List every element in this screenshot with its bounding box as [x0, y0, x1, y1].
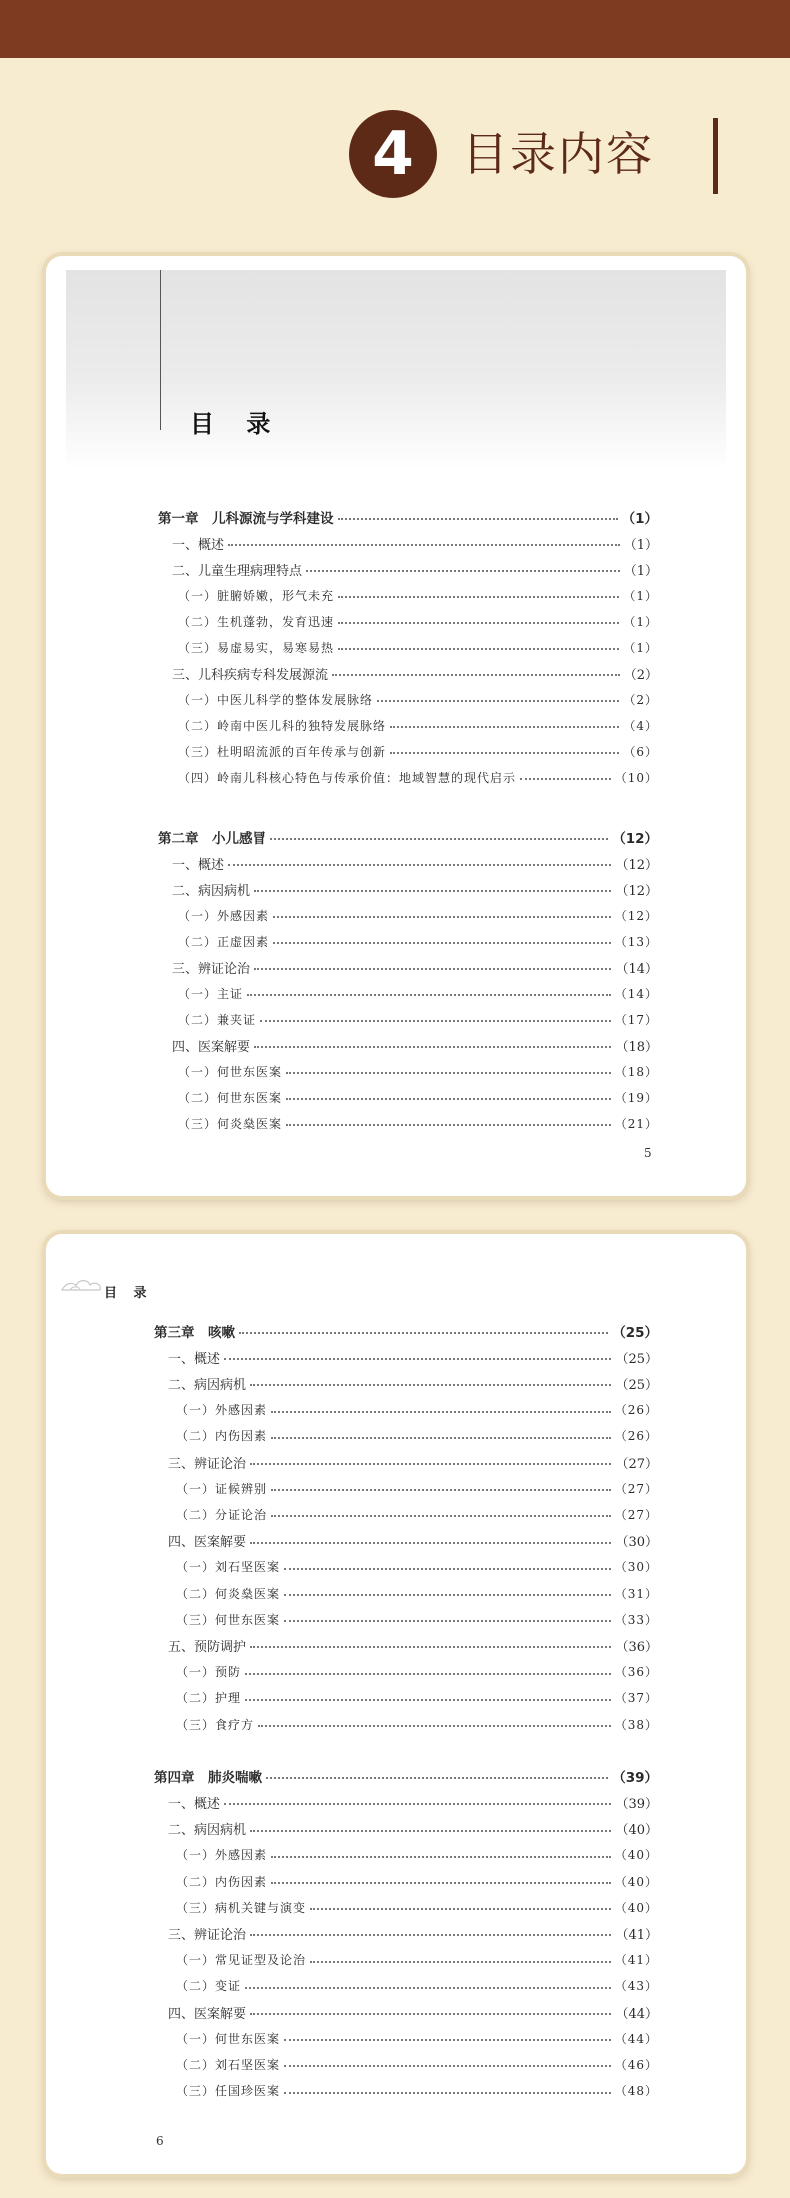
toc-leader-dots — [250, 1384, 611, 1386]
toc-entry — [176, 1554, 658, 1580]
toc-entry-title: 第二章 小儿感冒 — [158, 831, 266, 847]
toc-entry-page: （13） — [614, 934, 658, 949]
toc-leader-dots — [245, 1987, 611, 1989]
toc-entry-title: （一）外感因素 — [178, 908, 270, 923]
toc-entry — [178, 1110, 658, 1136]
toc-entry — [176, 1659, 658, 1685]
toc-entry — [178, 928, 658, 954]
toc-leader-dots — [271, 1515, 611, 1517]
toc-entry — [178, 634, 658, 660]
toc-entry-page: （43） — [614, 1979, 658, 1994]
toc-entry-title: 一、概述 — [172, 537, 225, 553]
toc-entry — [176, 1868, 658, 1894]
toc-entry — [178, 582, 658, 608]
toc-entry-title: 二、病因病机 — [172, 883, 251, 899]
toc-entry-page: （12） — [615, 883, 658, 899]
toc-entry-title: （一）刘石坚医案 — [176, 1560, 281, 1575]
toc-page-2 — [46, 1234, 746, 2174]
toc-leader-dots — [306, 570, 620, 572]
toc-entry — [176, 1894, 658, 1920]
toc-leader-dots — [228, 864, 611, 866]
toc-title: 目 录 — [190, 409, 283, 438]
toc-leader-dots — [390, 726, 619, 728]
toc-entry-title: （三）任国珍医案 — [176, 2084, 281, 2099]
toc-entry — [168, 1449, 658, 1475]
toc-entry-page: （12） — [612, 831, 658, 847]
toc-entry-page: （25） — [615, 1377, 658, 1393]
toc-entry-title: 第三章 咳嗽 — [154, 1325, 235, 1341]
toc-entry — [176, 1423, 658, 1449]
toc-leader-dots — [390, 752, 619, 754]
toc-entry-title: （三）食疗方 — [176, 1717, 255, 1732]
toc-entry-title: 第四章 肺炎喘嗽 — [154, 1770, 262, 1787]
toc-entry-page: （26） — [614, 1429, 658, 1444]
toc-entry-title: 第一章 儿科源流与学科建设 — [158, 511, 334, 527]
toc-entry-page: （12） — [615, 857, 658, 873]
toc-entry-page: （40） — [615, 1823, 658, 1839]
toc-leader-dots — [245, 1699, 611, 1701]
toc-leader-dots — [284, 1620, 611, 1622]
toc-entry — [168, 1528, 658, 1554]
toc-leader-dots — [245, 1673, 611, 1675]
toc-entry-page: （46） — [614, 2057, 658, 2072]
running-head: 目 录 — [104, 1286, 153, 1301]
toc-leader-dots — [224, 1358, 611, 1360]
toc-entry-page: （31） — [614, 1586, 658, 1601]
toc-entry — [176, 1475, 658, 1501]
toc-entry-title: 二、病因病机 — [168, 1377, 247, 1393]
toc-leader-dots — [338, 622, 619, 624]
toc-entry — [168, 1999, 658, 2025]
toc-leader-dots — [250, 2013, 611, 2015]
toc-entry — [172, 850, 658, 876]
toc-entry-page: （10） — [614, 770, 658, 785]
toc-entry-title: （二）分证论治 — [176, 1507, 268, 1522]
toc-leader-dots — [260, 1020, 611, 1022]
toc-leader-dots — [332, 674, 620, 676]
toc-entry — [172, 954, 658, 980]
toc-entry — [178, 980, 658, 1006]
toc-leader-dots — [266, 1777, 608, 1779]
section-title: 目录内容 — [462, 127, 654, 181]
toc-entry-page: （40） — [614, 1874, 658, 1889]
page-header-gradient — [66, 270, 726, 470]
toc-entry-page: （44） — [614, 2031, 658, 2046]
toc-leader-dots — [271, 1856, 611, 1858]
toc-entry-page: （36） — [615, 1639, 658, 1655]
toc-entry-page: （30） — [615, 1535, 658, 1551]
toc-entry-title: （二）兼夹证 — [178, 1012, 257, 1027]
toc-entry-page: （27） — [614, 1507, 658, 1522]
toc-entry-page: （37） — [614, 1691, 658, 1706]
toc-entry — [168, 1370, 658, 1396]
toc-entry-page: （2） — [623, 667, 658, 683]
toc-entry — [178, 1084, 658, 1110]
toc-entry — [178, 712, 658, 738]
toc-entry-title: （四）岭南儿科核心特色与传承价值：地域智慧的现代启示 — [178, 770, 517, 785]
toc-entry-page: （48） — [614, 2084, 658, 2099]
toc-leader-dots — [271, 1882, 611, 1884]
toc-entry — [168, 1632, 658, 1658]
toc-entry-page: （27） — [614, 1481, 658, 1496]
toc-entry — [176, 1973, 658, 1999]
toc-entry — [168, 1816, 658, 1842]
toc-entry — [176, 2051, 658, 2077]
toc-chapter-entry — [154, 1318, 658, 1344]
toc-entry-page: （1） — [623, 614, 658, 629]
toc-entry-title: （二）内伤因素 — [176, 1429, 268, 1444]
toc-entry-page: （36） — [614, 1665, 658, 1680]
toc-entry-title: （二）生机蓬勃，发育迅速 — [178, 614, 335, 629]
toc-leader-dots — [284, 1594, 611, 1596]
toc-entry-title: （一）脏腑娇嫩，形气未充 — [178, 588, 335, 603]
toc-entry-title: 三、辨证论治 — [168, 1456, 247, 1472]
toc-entry-page: （41） — [615, 1927, 658, 1943]
toc-leader-dots — [284, 2039, 611, 2041]
toc-entry-page: （6） — [623, 744, 658, 759]
toc-entry — [176, 1685, 658, 1711]
toc-entry-title: 三、儿科疾病专科发展源流 — [172, 667, 329, 683]
toc-leader-dots — [284, 1568, 611, 1570]
page-number: 5 — [644, 1146, 652, 1160]
toc-leader-dots — [271, 1489, 611, 1491]
toc-entry-page: （40） — [614, 1900, 658, 1915]
toc-entry-title: （一）证候辨别 — [176, 1481, 268, 1496]
toc-leader-dots — [254, 968, 611, 970]
toc-entry-page: （1） — [623, 537, 658, 553]
toc-entry — [172, 1032, 658, 1058]
toc-leader-dots — [250, 1463, 611, 1465]
toc-entry-page: （25） — [615, 1351, 658, 1367]
toc-entry-title: （一）何世东医案 — [178, 1064, 283, 1079]
toc-entry-page: （27） — [615, 1456, 658, 1472]
toc-entry-title: 一、概述 — [168, 1796, 221, 1812]
toc-leader-dots — [284, 2092, 611, 2094]
toc-entry-page: （2） — [623, 692, 658, 707]
toc-entry — [176, 1842, 658, 1868]
toc-entry-title: （二）何世东医案 — [178, 1090, 283, 1105]
toc-entry-title: （三）病机关键与演变 — [176, 1900, 307, 1915]
toc-entry — [172, 876, 658, 902]
toc-entry-title: （一）预防 — [176, 1665, 242, 1680]
toc-entry-page: （12） — [614, 908, 658, 923]
toc-entry-page: （14） — [615, 961, 658, 977]
toc-entry — [176, 2078, 658, 2104]
toc-entry-title: （二）内伤因素 — [176, 1874, 268, 1889]
toc-entry-title: 二、儿童生理病理特点 — [172, 563, 303, 579]
toc-entry-page: （38） — [614, 1717, 658, 1732]
toc-leader-dots — [258, 1725, 611, 1727]
toc-entry-page: （44） — [615, 2006, 658, 2022]
toc-leader-dots — [224, 1803, 611, 1805]
toc-entry — [168, 1344, 658, 1370]
toc-entry-page: （18） — [614, 1064, 658, 1079]
header-vertical-rule — [160, 270, 161, 430]
toc-entry — [178, 686, 658, 712]
toc-entry-title: （三）易虚易实，易寒易热 — [178, 640, 335, 655]
toc-entry — [172, 660, 658, 686]
toc-leader-dots — [250, 1830, 611, 1832]
toc-entry-title: （二）正虚因素 — [178, 934, 270, 949]
toc-entry — [176, 1947, 658, 1973]
toc-entry-page: （41） — [614, 1953, 658, 1968]
toc-entry-page: （19） — [614, 1090, 658, 1105]
toc-entry-title: （一）何世东医案 — [176, 2031, 281, 2046]
toc-entry — [178, 1058, 658, 1084]
toc-entry-title: （一）主证 — [178, 986, 244, 1001]
toc-entry-page: （1） — [623, 588, 658, 603]
toc-entry-title: 三、辨证论治 — [172, 961, 251, 977]
toc-entry-title: （二）岭南中医儿科的独特发展脉络 — [178, 718, 387, 733]
toc-leader-dots — [271, 1437, 611, 1439]
toc-entry-page: （1） — [621, 511, 658, 527]
toc-entry — [176, 2025, 658, 2051]
toc-leader-dots — [338, 648, 619, 650]
toc-leader-dots — [284, 2065, 611, 2067]
toc-chapter-entry — [154, 1763, 658, 1789]
toc-entry-title: （一）外感因素 — [176, 1848, 268, 1863]
toc-entry-page: （40） — [614, 1848, 658, 1863]
toc-entry-title: 五、预防调护 — [168, 1639, 247, 1655]
toc-entry-title: 三、辨证论治 — [168, 1927, 247, 1943]
toc-entry-page: （39） — [615, 1796, 658, 1812]
toc-leader-dots — [377, 700, 619, 702]
toc-leader-dots — [254, 1046, 611, 1048]
toc-entry-title: （一）外感因素 — [176, 1403, 268, 1418]
toc-leader-dots — [239, 1332, 608, 1334]
toc-leader-dots — [271, 1411, 611, 1413]
toc-entry — [176, 1501, 658, 1527]
toc-page-1 — [46, 256, 746, 1196]
toc-entry — [168, 1789, 658, 1815]
toc-entry-title: （一）常见证型及论治 — [176, 1953, 307, 1968]
toc-entry-title: （二）变证 — [176, 1979, 242, 1994]
toc-leader-dots — [250, 1934, 611, 1936]
toc-entry — [172, 530, 658, 556]
toc-leader-dots — [338, 596, 619, 598]
toc-leader-dots — [520, 778, 611, 780]
toc-leader-dots — [254, 890, 611, 892]
toc-entry-title: （三）杜明昭流派的百年传承与创新 — [178, 744, 387, 759]
toc-entry-title: （三）何世东医案 — [176, 1612, 281, 1627]
toc-entry-title: （一）中医儿科学的整体发展脉络 — [178, 692, 374, 707]
toc-entry — [168, 1920, 658, 1946]
toc-entry-title: （二）护理 — [176, 1691, 242, 1706]
toc-entry-page: （26） — [614, 1403, 658, 1418]
toc-entry — [176, 1397, 658, 1423]
toc-entry — [178, 1006, 658, 1032]
toc-entry-title: （三）何炎燊医案 — [178, 1116, 283, 1131]
section-header — [0, 110, 790, 210]
toc-leader-dots — [270, 838, 608, 840]
section-number-badge: 4 — [349, 110, 437, 198]
top-banner — [0, 0, 790, 58]
toc-entry-title: （二）何炎燊医案 — [176, 1586, 281, 1601]
toc-entry — [172, 556, 658, 582]
toc-leader-dots — [250, 1646, 611, 1648]
toc-entry — [176, 1580, 658, 1606]
toc-leader-dots — [286, 1124, 611, 1126]
toc-leader-dots — [273, 916, 611, 918]
toc-entry — [176, 1711, 658, 1737]
toc-entry-title: 一、概述 — [168, 1351, 221, 1367]
toc-leader-dots — [247, 994, 611, 996]
toc-leader-dots — [310, 1908, 611, 1910]
page-number: 6 — [156, 2134, 164, 2148]
header-accent-bar — [713, 118, 718, 194]
cloud-ornament-icon — [60, 1276, 104, 1294]
toc-entry — [178, 764, 658, 790]
toc-entry — [178, 608, 658, 634]
toc-chapter-entry — [158, 824, 658, 850]
toc-leader-dots — [286, 1072, 611, 1074]
toc-leader-dots — [228, 544, 620, 546]
toc-entry-page: （18） — [615, 1039, 658, 1055]
toc-entry-page: （30） — [614, 1560, 658, 1575]
toc-entry-title: 二、病因病机 — [168, 1823, 247, 1839]
toc-entry-title: （二）刘石坚医案 — [176, 2057, 281, 2072]
toc-entry-title: 四、医案解要 — [168, 2006, 247, 2022]
toc-entry-page: （1） — [623, 640, 658, 655]
toc-chapter-entry — [158, 504, 658, 530]
toc-entry-page: （39） — [612, 1770, 658, 1787]
toc-entry-page: （21） — [614, 1116, 658, 1131]
toc-entry-title: 一、概述 — [172, 857, 225, 873]
toc-leader-dots — [310, 1961, 611, 1963]
toc-entry-title: 四、医案解要 — [172, 1039, 251, 1055]
toc-entry-page: （33） — [614, 1612, 658, 1627]
toc-entry-page: （14） — [614, 986, 658, 1001]
toc-leader-dots — [338, 518, 618, 520]
toc-entry-title: 四、医案解要 — [168, 1535, 247, 1551]
toc-entry — [178, 902, 658, 928]
toc-entry — [178, 738, 658, 764]
toc-entry-page: （4） — [623, 718, 658, 733]
toc-entry-page: （25） — [612, 1325, 658, 1341]
toc-leader-dots — [286, 1098, 611, 1100]
toc-entry — [176, 1606, 658, 1632]
toc-leader-dots — [273, 942, 611, 944]
toc-entry-page: （17） — [614, 1012, 658, 1027]
toc-leader-dots — [250, 1542, 611, 1544]
toc-entry-page: （1） — [623, 563, 658, 579]
